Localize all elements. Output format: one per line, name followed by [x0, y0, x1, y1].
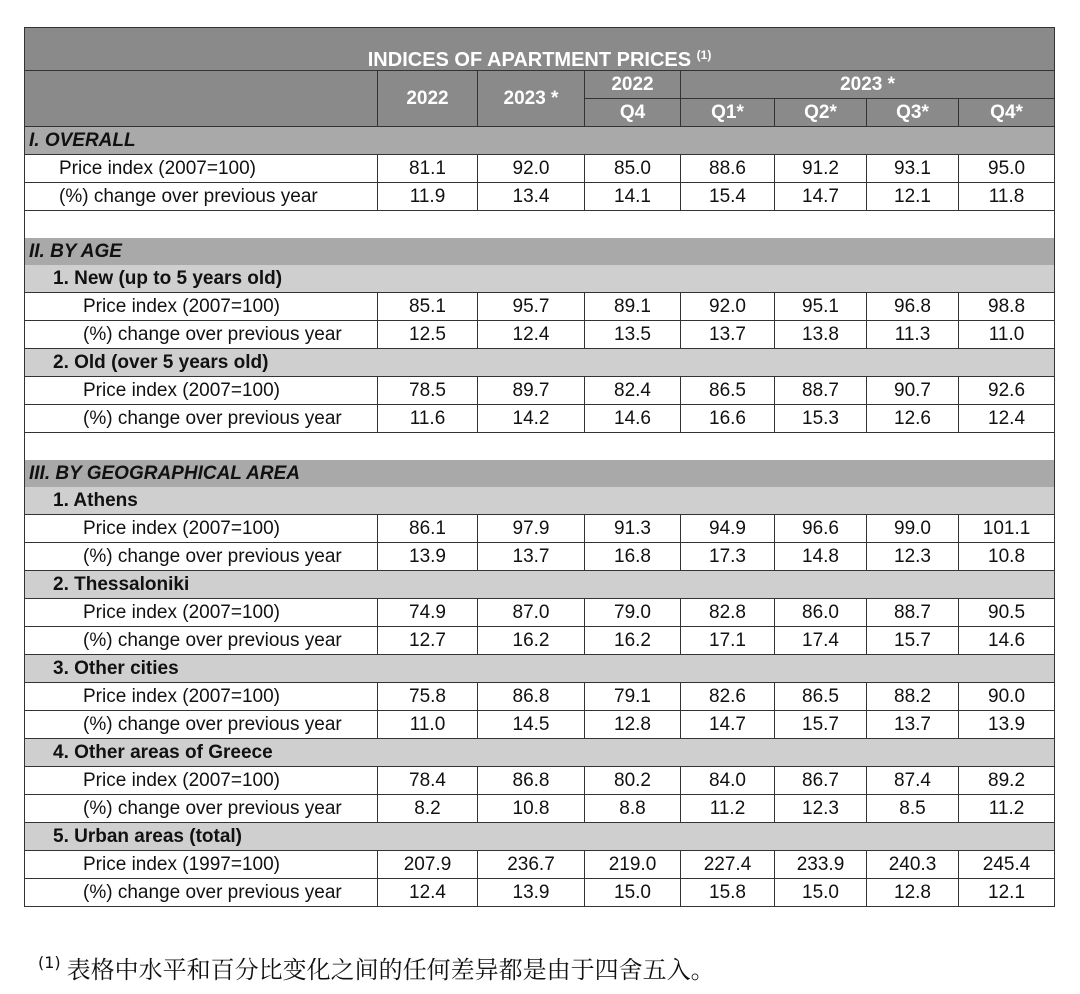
category-label: 4. Other areas of Greece [25, 739, 1055, 767]
cell-value: 88.7 [775, 377, 867, 405]
cell-value: 84.0 [681, 767, 775, 795]
cell-value: 13.4 [478, 183, 585, 211]
cell-value: 13.7 [478, 543, 585, 571]
cell-value: 16.2 [585, 627, 681, 655]
row-label: Price index (2007=100) [25, 293, 378, 321]
spacer-cell [25, 433, 1055, 461]
category-label: 2. Thessaloniki [25, 571, 1055, 599]
cell-value: 86.5 [681, 377, 775, 405]
cell-value: 74.9 [378, 599, 478, 627]
cell-value: 86.8 [478, 683, 585, 711]
category-urban [25, 823, 1055, 851]
cell-value: 10.8 [478, 795, 585, 823]
cell-value: 15.0 [585, 879, 681, 907]
table-row [25, 627, 1055, 655]
cell-value: 87.4 [867, 767, 959, 795]
row-label: (%) change over previous year [25, 711, 378, 739]
header-q4-2023: Q4* [959, 99, 1055, 127]
category-other-cities [25, 655, 1055, 683]
category-old [25, 349, 1055, 377]
cell-value: 89.2 [959, 767, 1055, 795]
cell-value: 15.4 [681, 183, 775, 211]
header-q4-2022: Q4 [585, 99, 681, 127]
cell-value: 95.1 [775, 293, 867, 321]
cell-value: 14.1 [585, 183, 681, 211]
table-row [25, 405, 1055, 433]
table-row [25, 599, 1055, 627]
cell-value: 11.2 [681, 795, 775, 823]
section-label: II. BY AGE [25, 238, 1055, 265]
row-label: (%) change over previous year [25, 321, 378, 349]
section-by-area [25, 460, 1055, 487]
section-by-age [25, 238, 1055, 265]
cell-value: 14.5 [478, 711, 585, 739]
cell-value: 90.5 [959, 599, 1055, 627]
cell-value: 13.5 [585, 321, 681, 349]
cell-value: 14.6 [585, 405, 681, 433]
cell-value: 82.8 [681, 599, 775, 627]
table-row [25, 543, 1055, 571]
cell-value: 93.1 [867, 155, 959, 183]
table-row [25, 183, 1055, 211]
cell-value: 12.1 [959, 879, 1055, 907]
cell-value: 92.0 [478, 155, 585, 183]
row-label: Price index (2007=100) [25, 767, 378, 795]
cell-value: 12.8 [585, 711, 681, 739]
cell-value: 14.7 [775, 183, 867, 211]
header-q2-2023: Q2* [775, 99, 867, 127]
cell-value: 82.4 [585, 377, 681, 405]
cell-value: 91.3 [585, 515, 681, 543]
table-row [25, 293, 1055, 321]
header-2023: 2023 * [478, 71, 585, 127]
header-q1-2023: Q1* [681, 99, 775, 127]
spacer-row [25, 433, 1055, 461]
apartment-price-table [24, 27, 1055, 907]
cell-value: 94.9 [681, 515, 775, 543]
table-row [25, 683, 1055, 711]
section-label: III. BY GEOGRAPHICAL AREA [25, 460, 1055, 487]
cell-value: 17.4 [775, 627, 867, 655]
cell-value: 11.9 [378, 183, 478, 211]
cell-value: 17.1 [681, 627, 775, 655]
cell-value: 99.0 [867, 515, 959, 543]
cell-value: 11.0 [959, 321, 1055, 349]
cell-value: 92.0 [681, 293, 775, 321]
spacer-cell [25, 211, 1055, 239]
cell-value: 86.7 [775, 767, 867, 795]
cell-value: 78.5 [378, 377, 478, 405]
table-row [25, 155, 1055, 183]
table-title-note: (1) [696, 48, 712, 62]
cell-value: 13.9 [959, 711, 1055, 739]
row-label: (%) change over previous year [25, 405, 378, 433]
cell-value: 79.0 [585, 599, 681, 627]
row-label: Price index (2007=100) [25, 599, 378, 627]
cell-value: 13.8 [775, 321, 867, 349]
category-label: 1. Athens [25, 487, 1055, 515]
cell-value: 95.0 [959, 155, 1055, 183]
cell-value: 233.9 [775, 851, 867, 879]
header-label-cell [25, 71, 378, 127]
cell-value: 13.9 [478, 879, 585, 907]
cell-value: 14.8 [775, 543, 867, 571]
apartment-price-table-container [24, 27, 1054, 907]
footnote [38, 950, 715, 985]
cell-value: 86.8 [478, 767, 585, 795]
cell-value: 14.7 [681, 711, 775, 739]
cell-value: 12.4 [378, 879, 478, 907]
table-title [25, 28, 1055, 71]
table-title-row [25, 28, 1055, 71]
table-row [25, 795, 1055, 823]
cell-value: 219.0 [585, 851, 681, 879]
category-label: 1. New (up to 5 years old) [25, 265, 1055, 293]
cell-value: 95.7 [478, 293, 585, 321]
cell-value: 227.4 [681, 851, 775, 879]
cell-value: 79.1 [585, 683, 681, 711]
table-row [25, 879, 1055, 907]
cell-value: 88.2 [867, 683, 959, 711]
cell-value: 96.8 [867, 293, 959, 321]
cell-value: 12.3 [775, 795, 867, 823]
cell-value: 15.7 [775, 711, 867, 739]
row-label: (%) change over previous year [25, 543, 378, 571]
cell-value: 12.7 [378, 627, 478, 655]
row-label: (%) change over previous year [25, 879, 378, 907]
cell-value: 14.6 [959, 627, 1055, 655]
cell-value: 13.7 [867, 711, 959, 739]
row-label: (%) change over previous year [25, 795, 378, 823]
header-row-years [25, 71, 1055, 99]
cell-value: 12.5 [378, 321, 478, 349]
row-label: (%) change over previous year [25, 627, 378, 655]
row-label: (%) change over previous year [25, 183, 378, 211]
cell-value: 101.1 [959, 515, 1055, 543]
cell-value: 14.2 [478, 405, 585, 433]
header-quarter-year-2023: 2023 * [681, 71, 1055, 99]
cell-value: 10.8 [959, 543, 1055, 571]
cell-value: 90.0 [959, 683, 1055, 711]
row-label: Price index (2007=100) [25, 515, 378, 543]
cell-value: 12.8 [867, 879, 959, 907]
cell-value: 82.6 [681, 683, 775, 711]
cell-value: 12.3 [867, 543, 959, 571]
table-row [25, 321, 1055, 349]
table-row [25, 515, 1055, 543]
spacer-row [25, 211, 1055, 239]
cell-value: 12.1 [867, 183, 959, 211]
cell-value: 85.0 [585, 155, 681, 183]
category-new [25, 265, 1055, 293]
row-label: Price index (2007=100) [25, 683, 378, 711]
cell-value: 80.2 [585, 767, 681, 795]
cell-value: 97.9 [478, 515, 585, 543]
cell-value: 11.6 [378, 405, 478, 433]
row-label: Price index (2007=100) [25, 377, 378, 405]
cell-value: 240.3 [867, 851, 959, 879]
cell-value: 12.6 [867, 405, 959, 433]
cell-value: 12.4 [478, 321, 585, 349]
cell-value: 86.1 [378, 515, 478, 543]
cell-value: 85.1 [378, 293, 478, 321]
header-quarter-year-2022: 2022 [585, 71, 681, 99]
cell-value: 89.1 [585, 293, 681, 321]
cell-value: 15.0 [775, 879, 867, 907]
section-overall [25, 127, 1055, 155]
cell-value: 86.5 [775, 683, 867, 711]
table-row [25, 377, 1055, 405]
cell-value: 91.2 [775, 155, 867, 183]
table-row [25, 851, 1055, 879]
cell-value: 16.2 [478, 627, 585, 655]
cell-value: 89.7 [478, 377, 585, 405]
section-label: I. OVERALL [25, 127, 1055, 155]
cell-value: 86.0 [775, 599, 867, 627]
cell-value: 11.8 [959, 183, 1055, 211]
cell-value: 78.4 [378, 767, 478, 795]
table-row [25, 767, 1055, 795]
header-q3-2023: Q3* [867, 99, 959, 127]
cell-value: 13.9 [378, 543, 478, 571]
table-row [25, 711, 1055, 739]
cell-value: 8.2 [378, 795, 478, 823]
cell-value: 16.6 [681, 405, 775, 433]
cell-value: 15.3 [775, 405, 867, 433]
cell-value: 8.8 [585, 795, 681, 823]
cell-value: 15.8 [681, 879, 775, 907]
footnote-marker: (1) [38, 953, 61, 972]
category-thessaloniki [25, 571, 1055, 599]
category-label: 2. Old (over 5 years old) [25, 349, 1055, 377]
cell-value: 11.3 [867, 321, 959, 349]
cell-value: 17.3 [681, 543, 775, 571]
category-athens [25, 487, 1055, 515]
cell-value: 15.7 [867, 627, 959, 655]
category-other-areas [25, 739, 1055, 767]
cell-value: 88.6 [681, 155, 775, 183]
category-label: 5. Urban areas (total) [25, 823, 1055, 851]
footnote-text: 表格中水平和百分比变化之间的任何差异都是由于四舍五入。 [66, 956, 715, 984]
cell-value: 245.4 [959, 851, 1055, 879]
category-label: 3. Other cities [25, 655, 1055, 683]
cell-value: 13.7 [681, 321, 775, 349]
cell-value: 81.1 [378, 155, 478, 183]
cell-value: 87.0 [478, 599, 585, 627]
cell-value: 11.2 [959, 795, 1055, 823]
table-title-text: INDICES OF APARTMENT PRICES [367, 49, 692, 71]
row-label: Price index (2007=100) [25, 155, 378, 183]
row-label: Price index (1997=100) [25, 851, 378, 879]
cell-value: 98.8 [959, 293, 1055, 321]
cell-value: 16.8 [585, 543, 681, 571]
cell-value: 207.9 [378, 851, 478, 879]
cell-value: 11.0 [378, 711, 478, 739]
cell-value: 90.7 [867, 377, 959, 405]
cell-value: 88.7 [867, 599, 959, 627]
cell-value: 96.6 [775, 515, 867, 543]
header-2022: 2022 [378, 71, 478, 127]
cell-value: 236.7 [478, 851, 585, 879]
cell-value: 92.6 [959, 377, 1055, 405]
cell-value: 75.8 [378, 683, 478, 711]
cell-value: 12.4 [959, 405, 1055, 433]
cell-value: 8.5 [867, 795, 959, 823]
